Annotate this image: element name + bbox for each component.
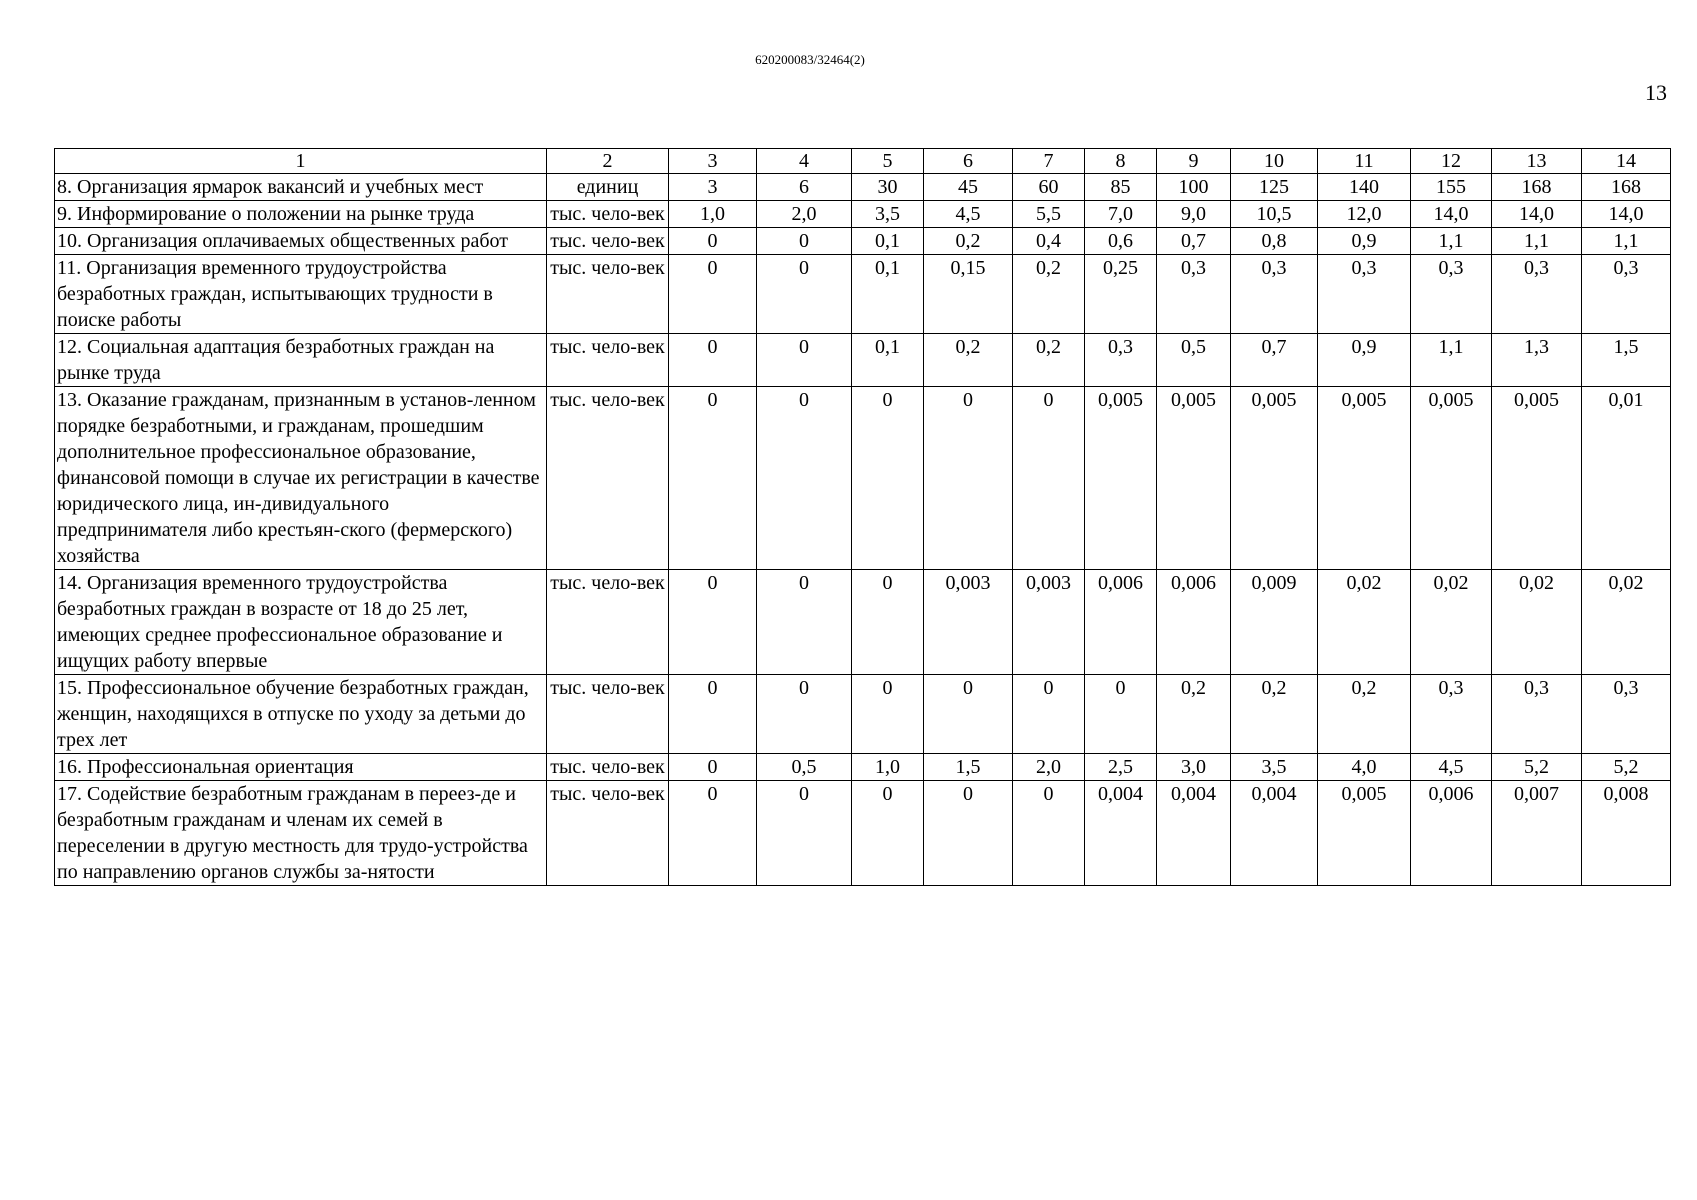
- column-header: 2: [547, 149, 669, 174]
- value-cell: 0,004: [1085, 781, 1157, 886]
- value-cell: 0: [852, 781, 924, 886]
- value-cell: 0: [757, 228, 852, 255]
- table-row: [55, 201, 1671, 228]
- value-cell: 1,1: [1411, 228, 1492, 255]
- value-cell: 0,006: [1157, 570, 1231, 675]
- value-cell: 14,0: [1582, 201, 1671, 228]
- value-cell: 0,1: [852, 334, 924, 387]
- value-cell: 10,5: [1231, 201, 1318, 228]
- value-cell: 0,005: [1492, 387, 1582, 570]
- value-cell: 0: [669, 675, 757, 754]
- value-cell: 0,02: [1411, 570, 1492, 675]
- indicator-cell: 12. Социальная адаптация безработных граждан на рынке труда: [55, 334, 547, 387]
- value-cell: 1,1: [1411, 334, 1492, 387]
- value-cell: 0,009: [1231, 570, 1318, 675]
- value-cell: 0,3: [1582, 675, 1671, 754]
- value-cell: 155: [1411, 174, 1492, 201]
- unit-cell: тыс. чело-век: [547, 201, 669, 228]
- value-cell: 0,2: [1013, 334, 1085, 387]
- unit-cell: тыс. чело-век: [547, 781, 669, 886]
- value-cell: 0,15: [924, 255, 1013, 334]
- value-cell: 0,3: [1492, 255, 1582, 334]
- column-header: 13: [1492, 149, 1582, 174]
- value-cell: 5,2: [1492, 754, 1582, 781]
- column-header: 10: [1231, 149, 1318, 174]
- value-cell: 0,3: [1582, 255, 1671, 334]
- value-cell: 7,0: [1085, 201, 1157, 228]
- value-cell: 0,005: [1157, 387, 1231, 570]
- value-cell: 0,004: [1157, 781, 1231, 886]
- value-cell: 0,008: [1582, 781, 1671, 886]
- value-cell: 1,3: [1492, 334, 1582, 387]
- column-header: 1: [55, 149, 547, 174]
- value-cell: 0: [669, 570, 757, 675]
- table-row: [55, 334, 1671, 387]
- value-cell: 0,005: [1411, 387, 1492, 570]
- value-cell: 0,007: [1492, 781, 1582, 886]
- value-cell: 3,5: [1231, 754, 1318, 781]
- value-cell: 0,006: [1085, 570, 1157, 675]
- value-cell: 0: [757, 570, 852, 675]
- value-cell: 0,3: [1085, 334, 1157, 387]
- value-cell: 0,2: [1157, 675, 1231, 754]
- table-row: [55, 255, 1671, 334]
- column-header: 5: [852, 149, 924, 174]
- value-cell: 168: [1582, 174, 1671, 201]
- value-cell: 1,1: [1582, 228, 1671, 255]
- value-cell: 0,003: [924, 570, 1013, 675]
- value-cell: 0: [757, 781, 852, 886]
- value-cell: 0,005: [1231, 387, 1318, 570]
- value-cell: 140: [1318, 174, 1411, 201]
- value-cell: 1,0: [852, 754, 924, 781]
- value-cell: 0: [1013, 387, 1085, 570]
- table-row: [55, 570, 1671, 675]
- table-row: [55, 675, 1671, 754]
- value-cell: 0,004: [1231, 781, 1318, 886]
- value-cell: 2,0: [757, 201, 852, 228]
- column-header: 11: [1318, 149, 1411, 174]
- indicator-cell: 13. Оказание гражданам, признанным в установ-ленном порядке безработными, и гражданам, прошедшим дополнительное профессиональное образование, финансовой помощи в случае их регистрации в качестве юридического лица, ин-дивидуального предпринимателя либо крестьян-ского (фермерского) хозяйства: [55, 387, 547, 570]
- value-cell: 0,2: [1231, 675, 1318, 754]
- value-cell: 0,02: [1492, 570, 1582, 675]
- value-cell: 2,0: [1013, 754, 1085, 781]
- value-cell: 0: [852, 570, 924, 675]
- value-cell: 0,8: [1231, 228, 1318, 255]
- value-cell: 9,0: [1157, 201, 1231, 228]
- value-cell: 2,5: [1085, 754, 1157, 781]
- value-cell: 0,9: [1318, 228, 1411, 255]
- value-cell: 0: [1013, 781, 1085, 886]
- value-cell: 5,5: [1013, 201, 1085, 228]
- unit-cell: тыс. чело-век: [547, 754, 669, 781]
- value-cell: 168: [1492, 174, 1582, 201]
- indicator-cell: 17. Содействие безработным гражданам в переез-де и безработным гражданам и членам их семей в переселении в другую местность для трудо-устройства по направлению органов службы за-нятости: [55, 781, 547, 886]
- value-cell: 0,3: [1231, 255, 1318, 334]
- table-row: [55, 387, 1671, 570]
- value-cell: 0,7: [1231, 334, 1318, 387]
- unit-cell: тыс. чело-век: [547, 387, 669, 570]
- indicator-cell: 10. Организация оплачиваемых общественных работ: [55, 228, 547, 255]
- value-cell: 100: [1157, 174, 1231, 201]
- indicator-cell: 14. Организация временного трудоустройства безработных граждан в возрасте от 18 до 25 лет, имеющих среднее профессиональное образование и ищущих работу впервые: [55, 570, 547, 675]
- value-cell: 0: [1013, 675, 1085, 754]
- value-cell: 3,0: [1157, 754, 1231, 781]
- value-cell: 0,3: [1411, 255, 1492, 334]
- value-cell: 1,5: [1582, 334, 1671, 387]
- value-cell: 5,2: [1582, 754, 1671, 781]
- value-cell: 0: [669, 781, 757, 886]
- value-cell: 1,5: [924, 754, 1013, 781]
- value-cell: 0,3: [1157, 255, 1231, 334]
- column-header: 6: [924, 149, 1013, 174]
- column-header: 9: [1157, 149, 1231, 174]
- unit-cell: тыс. чело-век: [547, 228, 669, 255]
- indicator-cell: 15. Профессиональное обучение безработных граждан, женщин, находящихся в отпуске по уходу за детьми до трех лет: [55, 675, 547, 754]
- unit-cell: единиц: [547, 174, 669, 201]
- value-cell: 0,2: [924, 334, 1013, 387]
- value-cell: 14,0: [1411, 201, 1492, 228]
- value-cell: 125: [1231, 174, 1318, 201]
- value-cell: 0,01: [1582, 387, 1671, 570]
- value-cell: 0,005: [1318, 387, 1411, 570]
- value-cell: 0,5: [757, 754, 852, 781]
- column-header: 8: [1085, 149, 1157, 174]
- value-cell: 0,006: [1411, 781, 1492, 886]
- value-cell: 45: [924, 174, 1013, 201]
- value-cell: 4,5: [924, 201, 1013, 228]
- value-cell: 0,02: [1582, 570, 1671, 675]
- value-cell: 0,1: [852, 228, 924, 255]
- header-row: [55, 149, 1671, 174]
- value-cell: 0: [669, 334, 757, 387]
- document-registration-number: 620200083/32464(2): [755, 52, 865, 67]
- column-header: 7: [1013, 149, 1085, 174]
- value-cell: 1,0: [669, 201, 757, 228]
- value-cell: 0,6: [1085, 228, 1157, 255]
- value-cell: 0: [757, 675, 852, 754]
- table-row: [55, 781, 1671, 886]
- unit-cell: тыс. чело-век: [547, 570, 669, 675]
- value-cell: 0,2: [1013, 255, 1085, 334]
- value-cell: 0: [669, 387, 757, 570]
- value-cell: 0: [852, 675, 924, 754]
- value-cell: 60: [1013, 174, 1085, 201]
- value-cell: 4,0: [1318, 754, 1411, 781]
- value-cell: 0: [669, 754, 757, 781]
- column-header: 14: [1582, 149, 1671, 174]
- value-cell: 0,005: [1318, 781, 1411, 886]
- unit-cell: тыс. чело-век: [547, 334, 669, 387]
- value-cell: 30: [852, 174, 924, 201]
- value-cell: 0,3: [1318, 255, 1411, 334]
- value-cell: 0: [924, 781, 1013, 886]
- value-cell: 0: [757, 334, 852, 387]
- value-cell: 0,005: [1085, 387, 1157, 570]
- value-cell: 0,9: [1318, 334, 1411, 387]
- value-cell: 0,7: [1157, 228, 1231, 255]
- value-cell: 12,0: [1318, 201, 1411, 228]
- column-header: 4: [757, 149, 852, 174]
- value-cell: 0,02: [1318, 570, 1411, 675]
- value-cell: 14,0: [1492, 201, 1582, 228]
- value-cell: 0,25: [1085, 255, 1157, 334]
- value-cell: 0,2: [1318, 675, 1411, 754]
- value-cell: 1,1: [1492, 228, 1582, 255]
- value-cell: 0: [757, 387, 852, 570]
- value-cell: 0,5: [1157, 334, 1231, 387]
- value-cell: 3,5: [852, 201, 924, 228]
- value-cell: 0: [669, 228, 757, 255]
- column-header: 3: [669, 149, 757, 174]
- value-cell: 3: [669, 174, 757, 201]
- value-cell: 0: [669, 255, 757, 334]
- value-cell: 0,1: [852, 255, 924, 334]
- indicator-cell: 11. Организация временного трудоустройства безработных граждан, испытывающих трудности в поиске работы: [55, 255, 547, 334]
- value-cell: 0,003: [1013, 570, 1085, 675]
- page-number: 13: [1645, 80, 1667, 105]
- unit-cell: тыс. чело-век: [547, 675, 669, 754]
- value-cell: 0: [924, 387, 1013, 570]
- table-row: [55, 754, 1671, 781]
- value-cell: 0: [924, 675, 1013, 754]
- table-row: [55, 228, 1671, 255]
- indicator-cell: 8. Организация ярмарок вакансий и учебных мест: [55, 174, 547, 201]
- value-cell: 0,3: [1411, 675, 1492, 754]
- table-row: [55, 174, 1671, 201]
- value-cell: 85: [1085, 174, 1157, 201]
- indicator-cell: 16. Профессиональная ориентация: [55, 754, 547, 781]
- indicator-cell: 9. Информирование о положении на рынке труда: [55, 201, 547, 228]
- unit-cell: тыс. чело-век: [547, 255, 669, 334]
- indicators-table: [54, 148, 1671, 886]
- value-cell: 0: [757, 255, 852, 334]
- value-cell: 0,4: [1013, 228, 1085, 255]
- value-cell: 6: [757, 174, 852, 201]
- value-cell: 4,5: [1411, 754, 1492, 781]
- value-cell: 0: [852, 387, 924, 570]
- value-cell: 0,3: [1492, 675, 1582, 754]
- value-cell: 0,2: [924, 228, 1013, 255]
- value-cell: 0: [1085, 675, 1157, 754]
- column-header: 12: [1411, 149, 1492, 174]
